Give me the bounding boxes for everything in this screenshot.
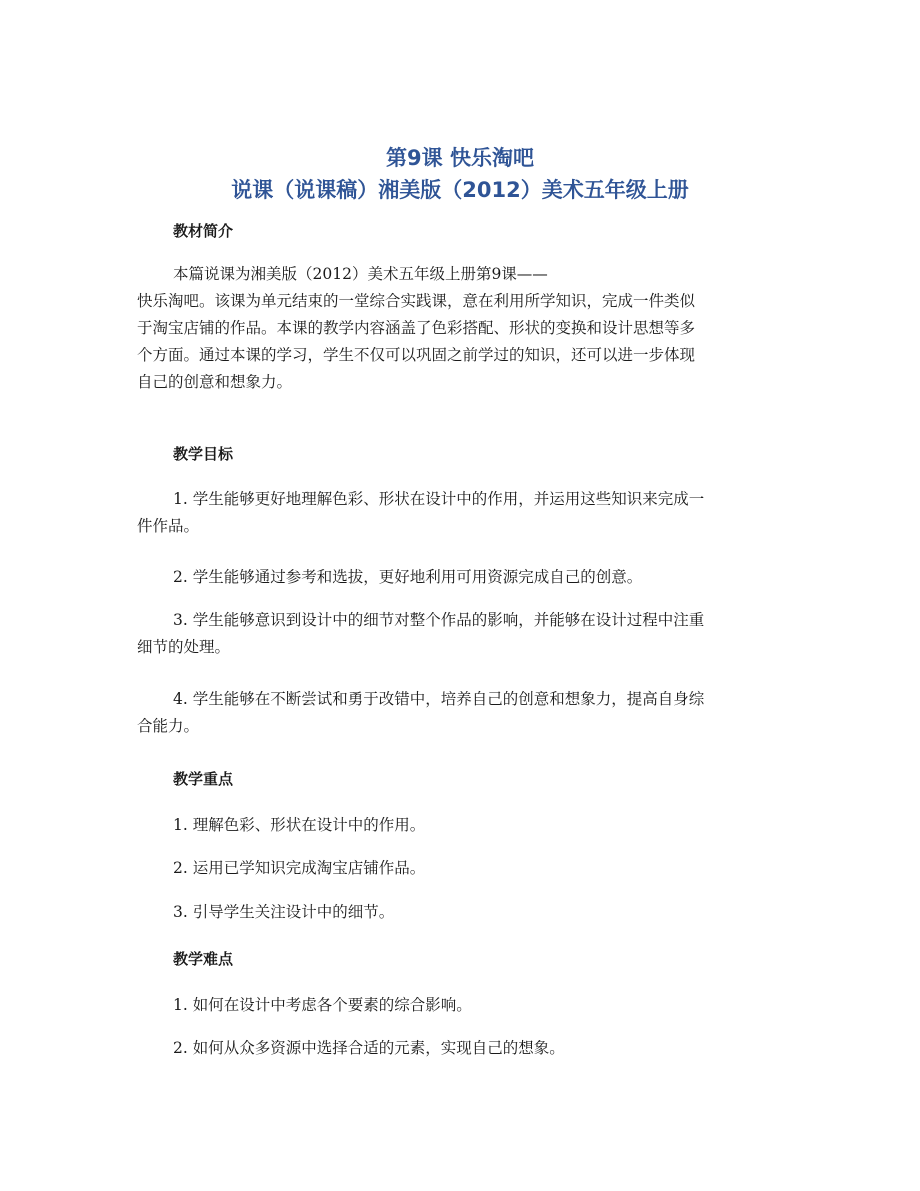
document-subtitle: 说课（说课稿）湘美版（2012）美术五年级上册: [231, 178, 689, 202]
intro-line: 个方面。通过本课的学习，学生不仅可以巩固之前学过的知识，还可以进一步体现: [137, 346, 696, 364]
intro-line: 于淘宝店铺的作品。本课的教学内容涵盖了色彩搭配、形状的变换和设计思想等多: [137, 319, 696, 337]
section-heading-goals: 教学目标: [173, 445, 234, 463]
goal-item: [137, 486, 785, 540]
section-heading-key-points: 教学重点: [173, 770, 234, 788]
key-point-item: 3. 引导学生关注设计中的细节。: [173, 903, 395, 921]
section-heading-intro: 教材简介: [173, 222, 234, 240]
goal-line: 细节的处理。: [137, 638, 231, 656]
difficulty-item: 1. 如何在设计中考虑各个要素的综合影响。: [173, 996, 472, 1014]
goal-line: 2. 学生能够通过参考和选拔，更好地利用可用资源完成自己的创意。: [173, 568, 643, 586]
goal-line: 合能力。: [137, 717, 200, 735]
goal-item: [137, 607, 785, 661]
key-point-item: 2. 运用已学知识完成淘宝店铺作品。: [173, 859, 426, 877]
difficulty-item: 2. 如何从众多资源中选择合适的元素，实现自己的想象。: [173, 1039, 565, 1057]
intro-line: 本篇说课为湘美版（2012）美术五年级上册第9课——: [173, 265, 548, 283]
intro-paragraph: [137, 261, 785, 396]
goal-line: 4. 学生能够在不断尝试和勇于改错中，培养自己的创意和想象力，提高自身综: [173, 690, 705, 708]
document-title: 第9课 快乐淘吧: [386, 146, 534, 170]
intro-line: 快乐淘吧。该课为单元结束的一堂综合实践课，意在利用所学知识，完成一件类似: [137, 292, 696, 310]
key-point-item: 1. 理解色彩、形状在设计中的作用。: [173, 816, 426, 834]
goal-item: [137, 564, 785, 591]
goal-line: 1. 学生能够更好地理解色彩、形状在设计中的作用，并运用这些知识来完成一: [173, 490, 705, 508]
section-heading-difficulties: 教学难点: [173, 950, 234, 968]
goal-item: [137, 686, 785, 740]
goal-line: 件作品。: [137, 517, 200, 535]
intro-line: 自己的创意和想象力。: [137, 373, 293, 391]
goal-line: 3. 学生能够意识到设计中的细节对整个作品的影响，并能够在设计过程中注重: [173, 611, 705, 629]
